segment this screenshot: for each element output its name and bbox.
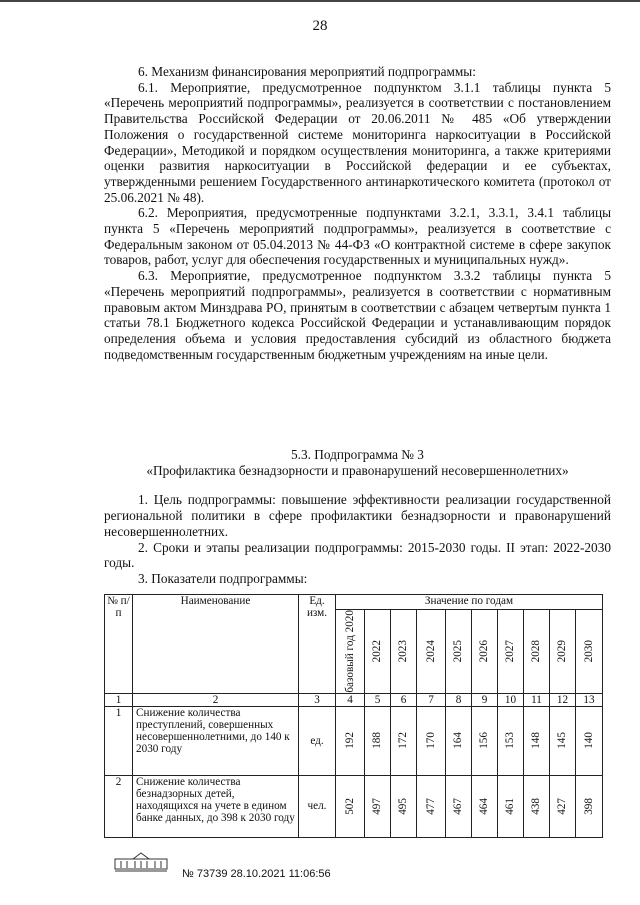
row-value: 164: [452, 732, 465, 750]
column-number: 11: [524, 693, 550, 706]
subprogram-subtitle: «Профилактика безнадзорности и правонарушений несовершеннолетних»: [146, 462, 569, 478]
row-value: 464: [478, 797, 491, 815]
building-stamp-icon: [113, 851, 169, 873]
subprogram-title: 5.3. Подпрограмма № 3: [291, 447, 424, 462]
year-header: 2026: [478, 640, 491, 663]
header-unit: Ед. изм.: [299, 595, 336, 694]
year-header: 2029: [556, 640, 569, 663]
column-number: 9: [472, 693, 498, 706]
row-num: 1: [105, 706, 133, 775]
page-number: 28: [312, 18, 328, 34]
row-name: Снижение количества безнадзорных детей, находящихся на учете в едином банке данных, до 398 к 2030 году: [133, 775, 299, 837]
scan-top-edge: [0, 0, 640, 10]
row-value: 398: [582, 797, 595, 815]
row-value: 188: [371, 732, 384, 750]
year-header: 2022: [371, 640, 384, 663]
row-value: 148: [530, 732, 543, 750]
row-name: Снижение количества преступлений, совершенных несовершеннолетними, до 140 к 2030 году: [133, 706, 299, 775]
year-header: 2028: [530, 640, 543, 663]
row-value: 477: [424, 797, 437, 815]
row-value: 145: [556, 732, 569, 750]
subprogram-indicators: 3. Показатели подпрограммы:: [138, 570, 308, 586]
section-6: [104, 64, 611, 362]
column-number: 7: [417, 693, 446, 706]
column-number: 5: [365, 693, 391, 706]
row-value: 497: [371, 797, 384, 815]
subprogram-3: [104, 447, 611, 587]
row-value: 140: [582, 732, 595, 750]
column-number: 2: [133, 693, 299, 706]
year-header: 2027: [504, 640, 517, 663]
row-value: 467: [452, 797, 465, 815]
row-unit: ед.: [299, 706, 336, 775]
header-values: Значение по годам: [336, 595, 603, 610]
row-value: 461: [504, 797, 517, 815]
row-value: 502: [343, 797, 356, 815]
row-value: 172: [397, 732, 410, 750]
year-header: 2023: [397, 640, 410, 663]
row-value: 427: [556, 797, 569, 815]
column-number: 12: [550, 693, 576, 706]
header-name: Наименование: [133, 595, 299, 694]
column-number: 6: [391, 693, 417, 706]
column-number: 1: [105, 693, 133, 706]
row-value: 192: [343, 732, 356, 750]
section-6-heading: 6. Механизм финансирования мероприятий подпрограммы:: [138, 64, 476, 79]
subprogram-goal: 1. Цель подпрограммы: повышение эффективности реализации государственной региональной политики в сфере профилактики безнадзорности и правонарушений несовершеннолетних.: [104, 492, 611, 539]
registration-footer: № 73739 28.10.2021 11:06:56: [182, 868, 331, 880]
row-value: 153: [504, 732, 517, 750]
row-unit: чел.: [299, 775, 336, 837]
year-header: 2024: [424, 640, 437, 663]
column-number: 10: [498, 693, 524, 706]
row-num: 2: [105, 775, 133, 837]
paragraph-6-1: 6.1. Мероприятие, предусмотренное подпунктом 3.1.1 таблицы пункта 5 «Перечень мероприятий подпрограммы», реализуется в соответствии с постановлением Правительства Российской Федерации от 20.06.2011 № 485 «Об утверждении Положения о государственной системе мониторинга наркоситуации в Российской Федерации», Методикой и порядком осуществления мониторинга, а также критериями оценки развития наркоситуации в Российской федерации и ее субъектах, утвержденными решением Государственного антинаркотического комитета (протокол от 25.06.2021 № 48).: [104, 79, 611, 205]
table-row: [105, 706, 603, 775]
column-number: 3: [299, 693, 336, 706]
subprogram-terms: 2. Сроки и этапы реализации подпрограммы: 2015-2030 годы. II этап: 2022-2030 годы.: [104, 539, 611, 571]
paragraph-6-2: 6.2. Мероприятия, предусмотренные подпунктами 3.2.1, 3.3.1, 3.4.1 таблицы пункта 5 «Перечень мероприятий подпрограммы», реализуется в соответствие с Федеральным законом от 05.04.2013 № 44-ФЗ «О контрактной системе в сфере закупок товаров, работ, услуг для обеспечения государственных и муниципальных нужд».: [104, 205, 611, 268]
row-value: 170: [424, 732, 437, 750]
indicators-table: [104, 594, 603, 838]
header-num: № п/п: [105, 595, 133, 694]
column-number: 8: [446, 693, 472, 706]
column-number: 4: [336, 693, 365, 706]
year-header: 2030: [582, 640, 595, 663]
column-number-row: [105, 693, 603, 706]
year-header: 2025: [452, 640, 465, 663]
row-value: 438: [530, 797, 543, 815]
year-header: базовый год 2020: [343, 610, 356, 693]
column-number: 13: [576, 693, 603, 706]
row-value: 156: [478, 732, 491, 750]
paragraph-6-3: 6.3. Мероприятие, предусмотренное подпунктом 3.3.2 таблицы пункта 5 «Перечень мероприятий подпрограммы», реализуется в соответствии с нормативным правовым актом Минздрава РО, принятым в соответствии с абзацем четвертым пункта 1 статьи 78.1 Бюджетного кодекса Российской Федерации и устанавливающим порядок определения объема и условия предоставления субсидий из областного бюджета подведомственным государственным бюджетным учреждениям на иные цели.: [104, 268, 611, 362]
table-row: [105, 775, 603, 837]
row-value: 495: [397, 797, 410, 815]
